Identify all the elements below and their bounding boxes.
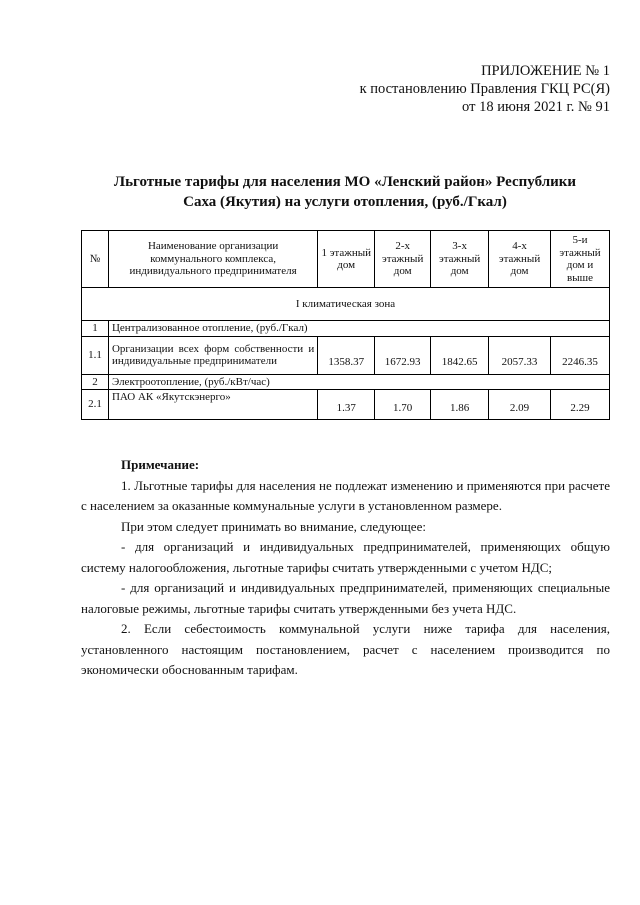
table-header-row [82,231,610,288]
tariff-floor-1: 1358.37 [318,336,375,374]
note-paragraph-5: 2. Если себестоимость коммунальной услуги ниже тарифа для населения, установленного настоящим постановлением, расчет с населением производится по экономически обоснованным тарифам. [81,621,610,677]
tariffs-table [81,230,610,420]
section-title: Электроотопление, (руб./кВт/час) [108,374,609,390]
appendix-header [280,62,610,116]
header-floor-5: 5-и этажный дом и выше [551,231,610,288]
climate-zone-row [82,288,610,321]
tariff-floor-3: 1.86 [431,390,489,420]
header-name: Наименование организации коммунального комплекса, индивидуального предпринимателя [108,231,317,288]
appendix-reference: к постановлению Правления ГКЦ РС(Я) [359,81,610,97]
header-floor-4: 4-х этажный дом [489,231,551,288]
note-paragraph-2: При этом следует принимать во внимание, следующее: [121,518,426,534]
table-row [82,336,610,374]
organization-name: ПАО АК «Якутскэнерго» [108,390,317,420]
notes-title: Примечание: [121,457,200,472]
notes-section [81,455,610,681]
appendix-number: ПРИЛОЖЕНИЕ № 1 [481,63,610,79]
section-number: 2 [82,374,109,390]
document-title-line1: Льготные тарифы для населения МО «Ленский район» Республики [113,174,577,190]
organization-name: Организации всех форм собственности и индивидуальные предприниматели [108,336,317,374]
header-floor-3: 3-х этажный дом [431,231,489,288]
note-paragraph-3: - для организаций и индивидуальных предпринимателей, применяющих общую систему налогообложения, льготные тарифы считать утвержденными с учетом НДС; [81,539,610,575]
tariff-floor-4: 2057.33 [489,336,551,374]
row-number: 2.1 [82,390,109,420]
tariff-floor-3: 1842.65 [431,336,489,374]
tariff-floor-4: 2.09 [489,390,551,420]
section-row [82,321,610,337]
header-floor-2: 2-х этажный дом [375,231,431,288]
section-number: 1 [82,321,109,337]
note-paragraph-1: 1. Льготные тарифы для населения не подлежат изменению и применяются при расчете с населением за оказанные коммунальные услуги в установленном размере. [81,477,610,513]
note-paragraph-4: - для организаций и индивидуальных предпринимателей, применяющих специальные налоговые режимы, льготные тарифы считать утвержденными без учета НДС. [81,580,610,616]
tariff-floor-5: 2.29 [551,390,610,420]
tariff-floor-1: 1.37 [318,390,375,420]
tariff-floor-5: 2246.35 [551,336,610,374]
document-title [80,172,610,212]
table-row [82,390,610,420]
row-number: 1.1 [82,336,109,374]
section-title: Централизованное отопление, (руб./Гкал) [108,321,609,337]
climate-zone-label: I климатическая зона [82,288,610,321]
section-row [82,374,610,390]
tariff-floor-2: 1.70 [375,390,431,420]
header-floor-1: 1 этажный дом [318,231,375,288]
tariff-floor-2: 1672.93 [375,336,431,374]
document-title-line2: Саха (Якутия) на услуги отопления, (руб./Гкал) [183,194,507,210]
appendix-date: от 18 июня 2021 г. № 91 [462,99,610,115]
header-num: № [82,231,109,288]
